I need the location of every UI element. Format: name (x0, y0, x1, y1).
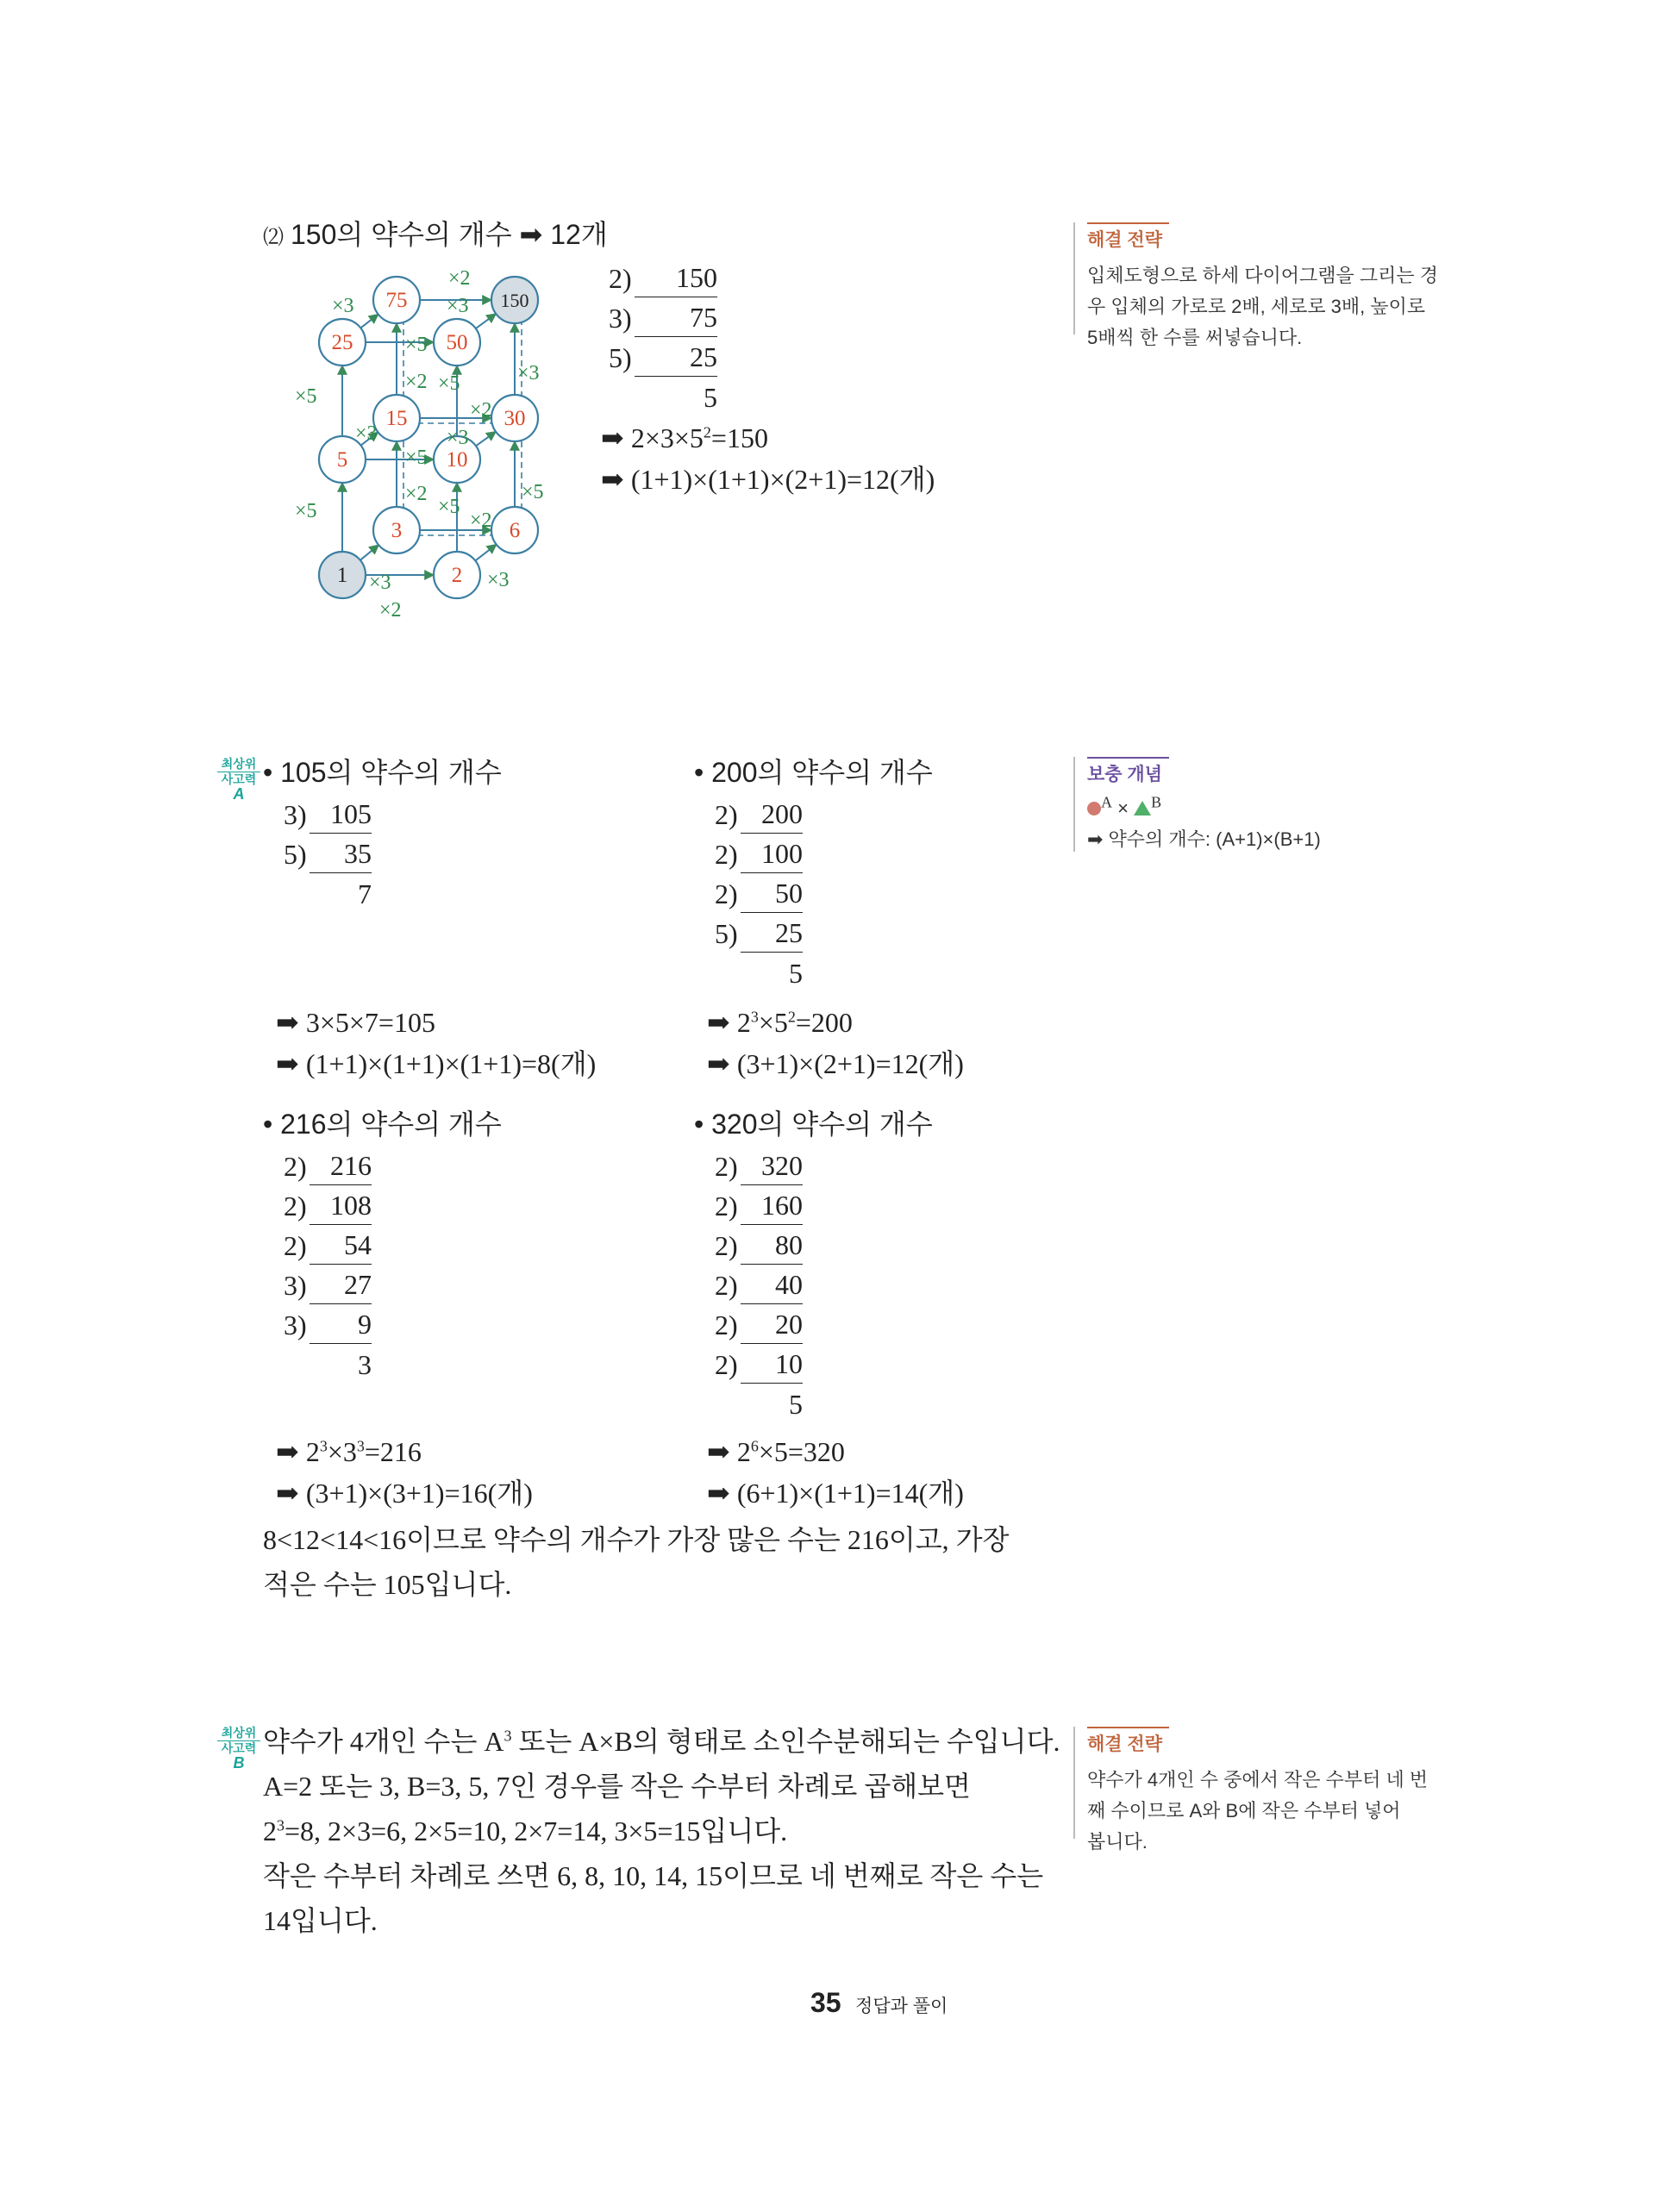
result-320-2: ➡ (6+1)×(1+1)=14(개) (707, 1478, 964, 1509)
diagram-edge-label: ×5 (522, 481, 544, 503)
page-footer (810, 1987, 948, 2019)
diagram-edge-label: ×5 (405, 447, 428, 469)
diagram-edge (476, 314, 496, 328)
result-105-2: ➡ (1+1)×(1+1)×(1+1)=8(개) (276, 1048, 597, 1079)
result-count: ➡ (1+1)×(1+1)×(2+1)=12(개) (601, 464, 935, 495)
diagram-edge (360, 545, 378, 560)
secb-line3: $2^3=8$, 2×3=6, 2×5=10, 2×7=14, 3×5=15입니다. (263, 1815, 788, 1846)
concept-formula: $^A$ × $^B$ (1087, 793, 1321, 824)
result-factorization: ➡ $2\times 3\times 5^2=150$ (601, 422, 768, 453)
diagram-edge-label: ×3 (487, 569, 510, 591)
diagram-edge-label: ×5 (405, 334, 428, 356)
sidebar-strategy-2: 해결 전략 약수가 4개인 수 중에서 작은 수부터 네 번 째 수이므로 A와 B에 작은 수부터 넣어 봅니다. (1073, 1727, 1428, 1839)
title-320: • 320의 약수의 개수 (694, 1109, 933, 1140)
secb-line5: 14입니다. (263, 1905, 378, 1936)
diagram-node-label: 3 (391, 519, 403, 542)
title-200: • 200의 약수의 개수 (694, 757, 933, 788)
badge-a: 최상위 사고력 A (217, 757, 260, 802)
footer-label: 정답과 풀이 (855, 1996, 948, 2016)
secb-line2: A=2 또는 3, B=3, 5, 7인 경우를 작은 수부터 차례로 곱해보면 (263, 1771, 971, 1802)
diagram-node-label: 50 (446, 331, 468, 354)
sidebar-title: 해결 전략 (1087, 1727, 1169, 1759)
result-320-1: ➡ $2^6\times 5=320$ (707, 1436, 845, 1467)
diagram-edge-label: ×2 (405, 483, 428, 505)
diagram-node-label: 25 (331, 331, 353, 354)
diagram-node-label: 150 (500, 290, 529, 311)
diagram-edge-label: ×3 (369, 572, 391, 594)
diagram-node-label: 6 (509, 519, 521, 542)
diagram-edge-label: ×2 (470, 509, 492, 532)
diagram-edge-label: ×5 (438, 372, 460, 395)
triangle-icon (1134, 801, 1151, 815)
page-number: 35 (810, 1987, 841, 2018)
diagram-edge-label: ×2 (379, 599, 402, 616)
circle-icon (1087, 802, 1101, 815)
diagram-node-label: 30 (504, 407, 526, 430)
diagram-edge (475, 545, 496, 561)
diagram-edge-label: ×3 (332, 295, 354, 317)
badge-b: 최상위 사고력 B (217, 1726, 260, 1771)
title-105: • 105의 약수의 개수 (263, 757, 502, 788)
diagram-edge-label: ×2 (470, 399, 492, 422)
result-200-2: ➡ (3+1)×(2+1)=12(개) (707, 1048, 964, 1079)
result-105-1: ➡ 3×5×7=105 (276, 1007, 435, 1038)
diagram-node-label: 2 (451, 564, 463, 587)
diagram-edge-label: ×5 (438, 496, 460, 518)
title-216: • 216의 약수의 개수 (263, 1109, 502, 1140)
diagram-edge-label: ×5 (295, 500, 317, 522)
diagram-node-label: 10 (446, 448, 468, 472)
diagram-edge-label: ×3 (447, 427, 469, 449)
diagram-node-label: 75 (385, 289, 408, 312)
sidebar-title: 보충 개념 (1087, 757, 1169, 790)
result-200-1: ➡ $2^3\times 5^2=200$ (707, 1007, 853, 1038)
part2-heading: ⑵ 150의 약수의 개수 ➡ 12개 (263, 219, 608, 250)
secb-line1: 약수가 4개인 수는 $A^3$ 또는 A×B의 형태로 소인수분해되는 수입니다. (263, 1726, 1060, 1757)
diagram-edge-label: ×3 (355, 422, 378, 445)
hasse-diagram (285, 254, 569, 616)
result-216-2: ➡ (3+1)×(3+1)=16(개) (276, 1478, 533, 1509)
diagram-edge-label: ×3 (447, 295, 469, 317)
diagram-node-label: 5 (336, 448, 348, 472)
diagram-node-label: 15 (385, 407, 408, 430)
sidebar-strategy-1: 해결 전략 입체도형으로 하세 다이어그램을 그리는 경 우 입체의 가로로 2배, 세로로 3배, 높이로 5배씩 한 수를 써넣습니다. (1073, 222, 1438, 334)
diagram-edge-label: ×2 (448, 267, 471, 290)
diagram-edge-label: ×3 (517, 362, 540, 384)
conclusion-a-line1: 8<12<14<16이므로 약수의 개수가 가장 많은 수는 216이고, 가장 (263, 1524, 1010, 1555)
conclusion-a-line2: 적은 수는 105입니다. (263, 1569, 512, 1600)
secb-line4: 작은 수부터 차례로 쓰면 6, 8, 10, 14, 15이므로 네 번째로 작은 수는 (263, 1860, 1044, 1891)
result-216-1: ➡ $2^3\times 3^3=216$ (276, 1436, 422, 1467)
sidebar-title: 해결 전략 (1087, 222, 1169, 255)
diagram-edge (476, 432, 496, 447)
diagram-edge-label: ×2 (405, 371, 428, 393)
diagram-node-label: 1 (336, 564, 348, 587)
diagram-edge-label: ×5 (295, 385, 317, 408)
diagram-edge (360, 315, 378, 328)
sidebar-concept: 보충 개념 $^A$ × $^B$ ➡ 약수의 개수: (A+1)×(B+1) (1073, 757, 1321, 852)
